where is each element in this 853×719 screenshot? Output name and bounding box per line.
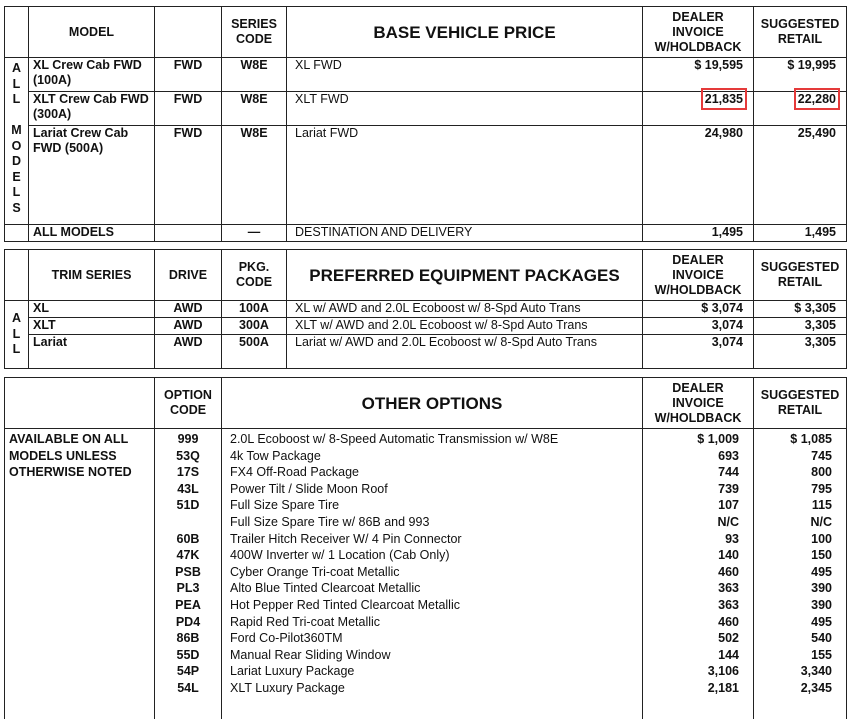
option-suggested-retail: 495 (811, 564, 832, 579)
dealer-invoice-price: 3,074 (643, 318, 754, 335)
option-code: PD4 (175, 614, 201, 629)
option-dealer-invoice: 693 (718, 448, 739, 463)
option-code: PL3 (176, 581, 200, 596)
option-code: 999 (177, 432, 199, 446)
option-code-header: OPTION CODE (155, 378, 222, 429)
drive-type: AWD (155, 301, 222, 318)
suggested-retail-price: 3,305 (754, 335, 847, 369)
retail-value: 25,490 (797, 126, 836, 140)
option-suggested-retail: 800 (811, 465, 832, 480)
dealer-invoice-price: 3,074 (643, 335, 754, 369)
option-retail-column (754, 429, 847, 719)
base-vehicle-price-table (4, 6, 847, 242)
option-description: Hot Pepper Red Tinted Clearcoat Metallic (230, 597, 460, 612)
option-codes-column (155, 429, 222, 719)
option-description: Rapid Red Tri-coat Metallic (230, 614, 381, 629)
option-dealer-invoice: 144 (718, 647, 739, 662)
option-dealer-invoice: 739 (718, 481, 739, 496)
package-description-text: XL w/ AWD and 2.0L Ecoboost w/ 8-Spd Auto Trans (295, 301, 581, 315)
suggested-retail-header: SUGGESTED RETAIL (754, 250, 847, 301)
option-description: Cyber Orange Tri-coat Metallic (230, 564, 400, 579)
invoice-value: 21,835 (704, 92, 743, 106)
package-row (5, 335, 847, 369)
package-description (287, 335, 643, 369)
preferred-equipment-packages-title: PREFERRED EQUIPMENT PACKAGES (287, 250, 643, 301)
option-dealer-invoice: 363 (718, 581, 739, 596)
blank-header-cell (5, 378, 155, 429)
option-description: 400W Inverter w/ 1 Location (Cab Only) (230, 548, 450, 563)
all-side-label (5, 301, 29, 369)
base-row (5, 92, 847, 126)
series-code-header: SERIES CODE (222, 7, 287, 58)
pkg-code-header: PKG. CODE (222, 250, 287, 301)
drive-type: FWD (155, 58, 222, 92)
option-suggested-retail: 390 (811, 597, 832, 612)
model-name: XLT Crew Cab FWD (300A) (29, 92, 155, 126)
side-letter: L (12, 92, 21, 106)
suggested-retail-price: $ 3,305 (754, 301, 847, 318)
model-name: Lariat Crew Cab FWD (500A) (29, 126, 155, 225)
vehicle-description: XL FWD (287, 58, 643, 92)
option-invoice-column (643, 429, 754, 719)
option-code: 60B (176, 531, 200, 546)
option-suggested-retail: 745 (811, 448, 832, 463)
option-description: Full Size Spare Tire (230, 498, 340, 513)
other-options-title: OTHER OPTIONS (222, 378, 643, 429)
invoice-value: $ 19,595 (694, 58, 743, 72)
side-letter: L (12, 185, 21, 199)
option-code: 86B (176, 631, 200, 646)
package-code: 500A (222, 335, 287, 369)
drive-header (155, 7, 222, 58)
suggested-retail-header: SUGGESTED RETAIL (754, 7, 847, 58)
package-code: 300A (222, 318, 287, 335)
option-code: PSB (175, 564, 201, 579)
option-dealer-invoice: $ 1,009 (697, 432, 739, 446)
drive-type: FWD (155, 92, 222, 126)
package-description-text: Lariat w/ AWD and 2.0L Ecoboost w/ 8-Spd Auto Trans (295, 335, 598, 349)
option-code: 47K (176, 548, 200, 563)
base-row (5, 58, 847, 92)
all-models-side-label (5, 58, 29, 225)
option-suggested-retail: N/C (810, 514, 832, 529)
suggested-retail-price (754, 58, 847, 92)
retail-value: $ 19,995 (787, 58, 836, 72)
base-row (5, 126, 847, 225)
dealer-invoice-price: 1,495 (643, 225, 754, 242)
vehicle-description: XLT FWD (287, 92, 643, 126)
option-suggested-retail: 2,345 (800, 680, 832, 695)
dealer-invoice-header: DEALER INVOICE W/HOLDBACK (643, 378, 754, 429)
option-dealer-invoice: 744 (718, 465, 739, 480)
option-code: 43L (177, 481, 199, 496)
option-dealer-invoice: 93 (725, 531, 739, 546)
blank-cell (155, 225, 222, 242)
option-code: 53Q (176, 448, 200, 463)
suggested-retail-price (754, 126, 847, 225)
side-letter: A (11, 61, 22, 75)
invoice-value: 24,980 (704, 126, 743, 140)
option-suggested-retail: 100 (811, 531, 832, 546)
vehicle-description: Lariat FWD (287, 126, 643, 225)
drive-header: DRIVE (155, 250, 222, 301)
option-suggested-retail: 795 (811, 481, 832, 496)
option-dealer-invoice: 2,181 (707, 680, 739, 695)
availability-note: AVAILABLE ON ALL MODELS UNLESS OTHERWISE NOTED (5, 429, 155, 719)
trim-series: XL (29, 301, 155, 318)
option-suggested-retail: $ 1,085 (790, 432, 832, 446)
option-description: Ford Co-Pilot360TM (230, 631, 343, 646)
option-description: Power Tilt / Slide Moon Roof (230, 481, 388, 496)
model-header: MODEL (29, 7, 155, 58)
option-suggested-retail: 540 (811, 631, 832, 646)
dealer-invoice-price (643, 92, 754, 126)
dealer-invoice-price: $ 3,074 (643, 301, 754, 318)
drive-type: AWD (155, 335, 222, 369)
side-letter (5, 108, 28, 124)
option-description: Lariat Luxury Package (230, 664, 355, 679)
option-dealer-invoice: N/C (717, 514, 739, 529)
retail-value: 22,280 (797, 92, 836, 106)
dealer-invoice-header: DEALER INVOICE W/HOLDBACK (643, 250, 754, 301)
option-suggested-retail: 155 (811, 647, 832, 662)
option-description: Full Size Spare Tire w/ 86B and 993 (230, 514, 430, 529)
side-letter: L (12, 342, 21, 356)
option-descriptions-column (222, 429, 643, 719)
option-code (159, 514, 217, 531)
blank-header-cell (5, 250, 29, 301)
option-dealer-invoice: 140 (718, 548, 739, 563)
suggested-retail-price: 1,495 (754, 225, 847, 242)
option-code: PEA (175, 597, 201, 612)
side-letter: L (12, 76, 21, 91)
series-code: W8E (222, 126, 287, 225)
option-dealer-invoice: 502 (718, 631, 739, 646)
package-code: 100A (222, 301, 287, 318)
all-models-label: ALL MODELS (29, 225, 155, 242)
base-vehicle-price-title: BASE VEHICLE PRICE (287, 7, 643, 58)
option-suggested-retail: 3,340 (800, 664, 832, 679)
trim-series: XLT (29, 318, 155, 335)
option-code: 51D (176, 498, 200, 513)
series-code: W8E (222, 58, 287, 92)
series-code: — (222, 225, 287, 242)
side-letter: D (11, 154, 22, 168)
option-description: XLT Luxury Package (230, 680, 345, 695)
option-description: Trailer Hitch Receiver W/ 4 Pin Connector (230, 531, 462, 546)
side-letter: L (12, 326, 21, 341)
option-suggested-retail: 390 (811, 581, 832, 596)
option-code: 54L (177, 680, 199, 695)
suggested-retail-price (754, 92, 847, 126)
option-suggested-retail: 495 (811, 614, 832, 629)
option-code: 54P (176, 664, 200, 679)
dealer-invoice-header: DEALER INVOICE W/HOLDBACK (643, 7, 754, 58)
blank-header-cell (5, 7, 29, 58)
series-code: W8E (222, 92, 287, 126)
dealer-invoice-price (643, 126, 754, 225)
option-suggested-retail: 150 (811, 548, 832, 563)
drive-type: FWD (155, 126, 222, 225)
destination-description: DESTINATION AND DELIVERY (287, 225, 643, 242)
option-dealer-invoice: 3,106 (707, 664, 739, 679)
side-letter: S (12, 200, 21, 215)
option-suggested-retail: 115 (811, 498, 832, 513)
package-description (287, 301, 643, 318)
option-code: 17S (176, 465, 200, 480)
side-letter: A (11, 311, 22, 325)
package-description-text: XLT w/ AWD and 2.0L Ecoboost w/ 8-Spd Auto Trans (295, 318, 588, 332)
option-code: 55D (176, 647, 200, 662)
option-dealer-invoice: 363 (718, 597, 739, 612)
all-models-row (5, 225, 847, 242)
trim-series-header: TRIM SERIES (29, 250, 155, 301)
trim-series: Lariat (29, 335, 155, 369)
option-description: 4k Tow Package (230, 448, 321, 463)
option-dealer-invoice: 460 (718, 564, 739, 579)
other-options-table (4, 377, 847, 719)
side-letter: E (12, 169, 21, 184)
drive-type: AWD (155, 318, 222, 335)
model-name: XL Crew Cab FWD (100A) (29, 58, 155, 92)
option-dealer-invoice: 460 (718, 614, 739, 629)
option-description: FX4 Off-Road Package (230, 465, 360, 480)
suggested-retail-price: 3,305 (754, 318, 847, 335)
dealer-invoice-price (643, 58, 754, 92)
option-description: Manual Rear Sliding Window (230, 647, 391, 662)
preferred-equipment-packages-table (4, 249, 847, 369)
option-description: Alto Blue Tinted Clearcoat Metallic (230, 581, 421, 596)
option-description: 2.0L Ecoboost w/ 8-Speed Automatic Transmission w/ W8E (230, 432, 559, 446)
side-letter: M (11, 123, 22, 137)
package-row (5, 318, 847, 335)
side-letter: O (11, 138, 22, 153)
package-row (5, 301, 847, 318)
blank-cell (5, 225, 29, 242)
package-description (287, 318, 643, 335)
suggested-retail-header: SUGGESTED RETAIL (754, 378, 847, 429)
option-dealer-invoice: 107 (718, 498, 739, 513)
